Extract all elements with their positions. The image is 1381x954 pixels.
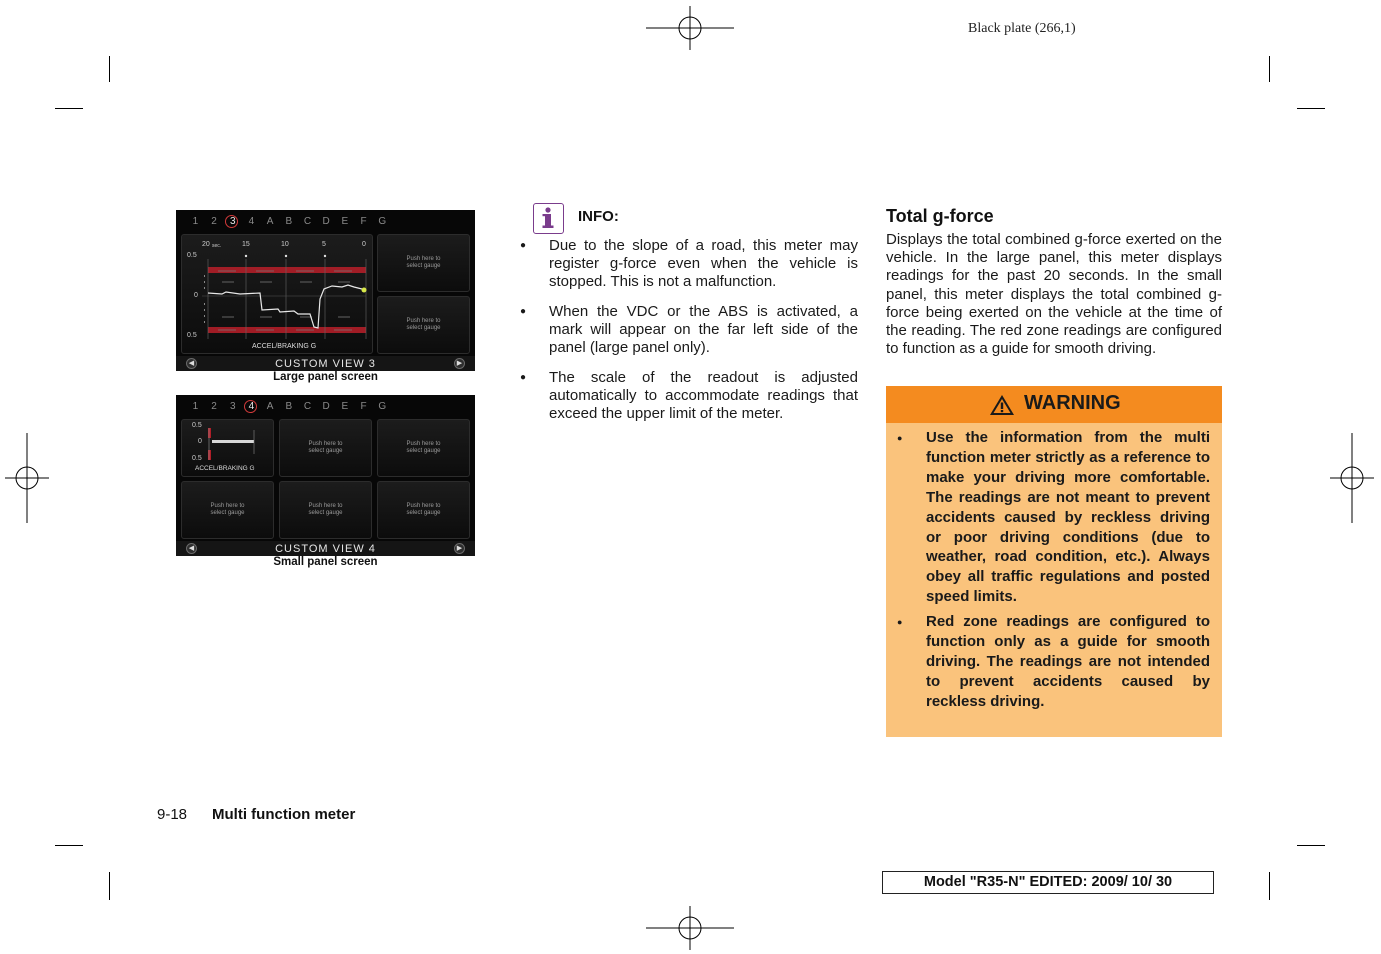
warning-box [886, 386, 1222, 737]
info-bullet: ● The scale of the readout is adjusted automatically to accommodate readings that exceed the upper limit of the meter. [520, 369, 858, 423]
tab-c[interactable]: C [303, 401, 312, 412]
y-label-zero: 0 [198, 438, 202, 445]
plate-label: Black plate (266,1) [968, 21, 1076, 36]
y-label-bottom: 0.5 [192, 455, 202, 462]
section-heading: Total g-force [886, 206, 994, 226]
tab-d[interactable]: D [322, 401, 330, 412]
registration-mark-icon [1330, 433, 1374, 523]
crop-mark [55, 845, 83, 846]
tab-f[interactable]: F [360, 401, 367, 412]
tab-2[interactable]: 2 [211, 401, 217, 412]
tab-a[interactable]: A [266, 216, 274, 227]
gauge-tabs [186, 214, 392, 230]
tab-g[interactable]: G [378, 401, 387, 412]
time-label-15: 15 [242, 241, 250, 248]
crop-mark [1269, 872, 1270, 900]
info-bullet: ● When the VDC or the ABS is activated, a mark will appear on the far left side of the panel (large panel only). [520, 303, 858, 357]
prev-view-button[interactable]: ◀ [186, 543, 197, 554]
select-gauge-text: Push here to select gauge [308, 441, 343, 454]
time-label-5: 5 [322, 241, 326, 248]
warning-item: ● Red zone readings are configured to function only as a guide for smooth driving. The readings are not intended to prevent accidents caused by reckless driving. [897, 612, 1210, 712]
large-panel-screen [176, 210, 475, 371]
tab-3[interactable]: 3 [223, 214, 242, 230]
warning-triangle-icon [989, 394, 1015, 416]
select-gauge-cell[interactable] [181, 481, 274, 539]
page-number: 9-18 [157, 806, 188, 823]
prev-view-button[interactable]: ◀ [186, 358, 197, 369]
select-gauge-text: Push here to select gauge [308, 503, 343, 516]
info-icon [533, 203, 564, 234]
registration-mark-icon [646, 906, 734, 950]
g-force-small-gauge[interactable] [181, 419, 274, 477]
small-panel-screen [176, 395, 475, 556]
tab-2[interactable]: 2 [211, 216, 217, 227]
next-view-button[interactable]: ▶ [454, 358, 465, 369]
warning-header [886, 386, 1222, 423]
graph-label: ACCEL/BRAKING G [252, 343, 317, 350]
section-body: Displays the total combined g-force exerted on the vehicle. In the large panel, this meter displays readings for the past 20 seconds. In the small panel, this meter displays the total combined g-force being exerted on the vehicle at the time of the reading. The red zone readings are configured to function as a guide for smooth driving. [886, 231, 1222, 358]
tab-3[interactable]: 3 [229, 401, 236, 412]
select-gauge-text: Push here to select gauge [406, 503, 441, 516]
graph-label: ACCEL/BRAKING G [195, 465, 255, 472]
tab-d[interactable]: D [322, 216, 330, 227]
select-gauge-cell[interactable] [279, 419, 372, 477]
warning-item: ● Use the information from the multi function meter strictly as a reference to make your driving more comfortable. The readings are not meant to prevent accidents caused by reckless driving or poor driving conditions (due to weather, road condition, etc.). Always obey all traffic regulations and posted speed limits. [897, 428, 1210, 607]
select-gauge-text: Push here to select gauge [406, 256, 441, 269]
time-label-10: 10 [281, 241, 289, 248]
model-edit-stamp: Model "R35-N" EDITED: 2009/ 10/ 30 [882, 871, 1214, 894]
custom-view-title: CUSTOM VIEW 4 [275, 543, 376, 555]
y-label-bottom: 0.5 [187, 332, 197, 339]
select-gauge-text: Push here to select gauge [210, 503, 245, 516]
registration-mark-icon [646, 6, 734, 50]
tab-b[interactable]: B [285, 216, 293, 227]
custom-view-title: CUSTOM VIEW 3 [275, 358, 376, 370]
g-force-graph-panel[interactable] [181, 234, 373, 354]
small-panel-caption: Small panel screen [273, 556, 378, 568]
select-gauge-cell[interactable] [377, 234, 470, 292]
crop-mark [1297, 845, 1325, 846]
tab-e[interactable]: E [341, 216, 349, 227]
tab-4[interactable]: 4 [248, 216, 255, 227]
next-view-button[interactable]: ▶ [454, 543, 465, 554]
time-label-0: 0 [362, 241, 366, 248]
crop-mark [1269, 56, 1270, 82]
tab-e[interactable]: E [341, 401, 349, 412]
select-gauge-cell[interactable] [377, 419, 470, 477]
crop-mark [109, 56, 110, 82]
registration-mark-icon [5, 433, 49, 523]
tab-1[interactable]: 1 [192, 216, 199, 227]
select-gauge-cell[interactable] [377, 296, 470, 354]
crop-mark [1297, 108, 1325, 109]
select-gauge-cell[interactable] [279, 481, 372, 539]
warning-title: WARNING [1024, 392, 1121, 414]
tab-4[interactable]: 4 [242, 399, 261, 415]
large-panel-caption: Large panel screen [273, 371, 378, 383]
select-gauge-cell[interactable] [377, 481, 470, 539]
time-unit-label: sec. [212, 243, 222, 249]
tab-g[interactable]: G [378, 216, 387, 227]
y-label-top: 0.5 [187, 252, 197, 259]
time-label-20: 20 [202, 241, 210, 248]
y-label-zero: 0 [194, 292, 198, 299]
tab-f[interactable]: F [360, 216, 367, 227]
warning-list [897, 428, 1210, 717]
crop-mark [109, 872, 110, 900]
footer-section-title: Multi function meter [212, 806, 356, 823]
tab-c[interactable]: C [303, 216, 312, 227]
select-gauge-text: Push here to select gauge [406, 318, 441, 331]
g-force-graph [182, 235, 374, 355]
info-bullet-list [520, 237, 858, 435]
info-bullet: ● Due to the slope of a road, this meter may register g-force even when the vehicle is stopped. This is not a malfunction. [520, 237, 858, 291]
gauge-tabs [186, 399, 392, 415]
info-label: INFO: [578, 208, 619, 225]
crop-mark [55, 108, 83, 109]
y-label-top: 0.5 [192, 422, 202, 429]
tab-b[interactable]: B [285, 401, 293, 412]
tab-1[interactable]: 1 [192, 401, 199, 412]
select-gauge-text: Push here to select gauge [406, 441, 441, 454]
tab-a[interactable]: A [266, 401, 274, 412]
